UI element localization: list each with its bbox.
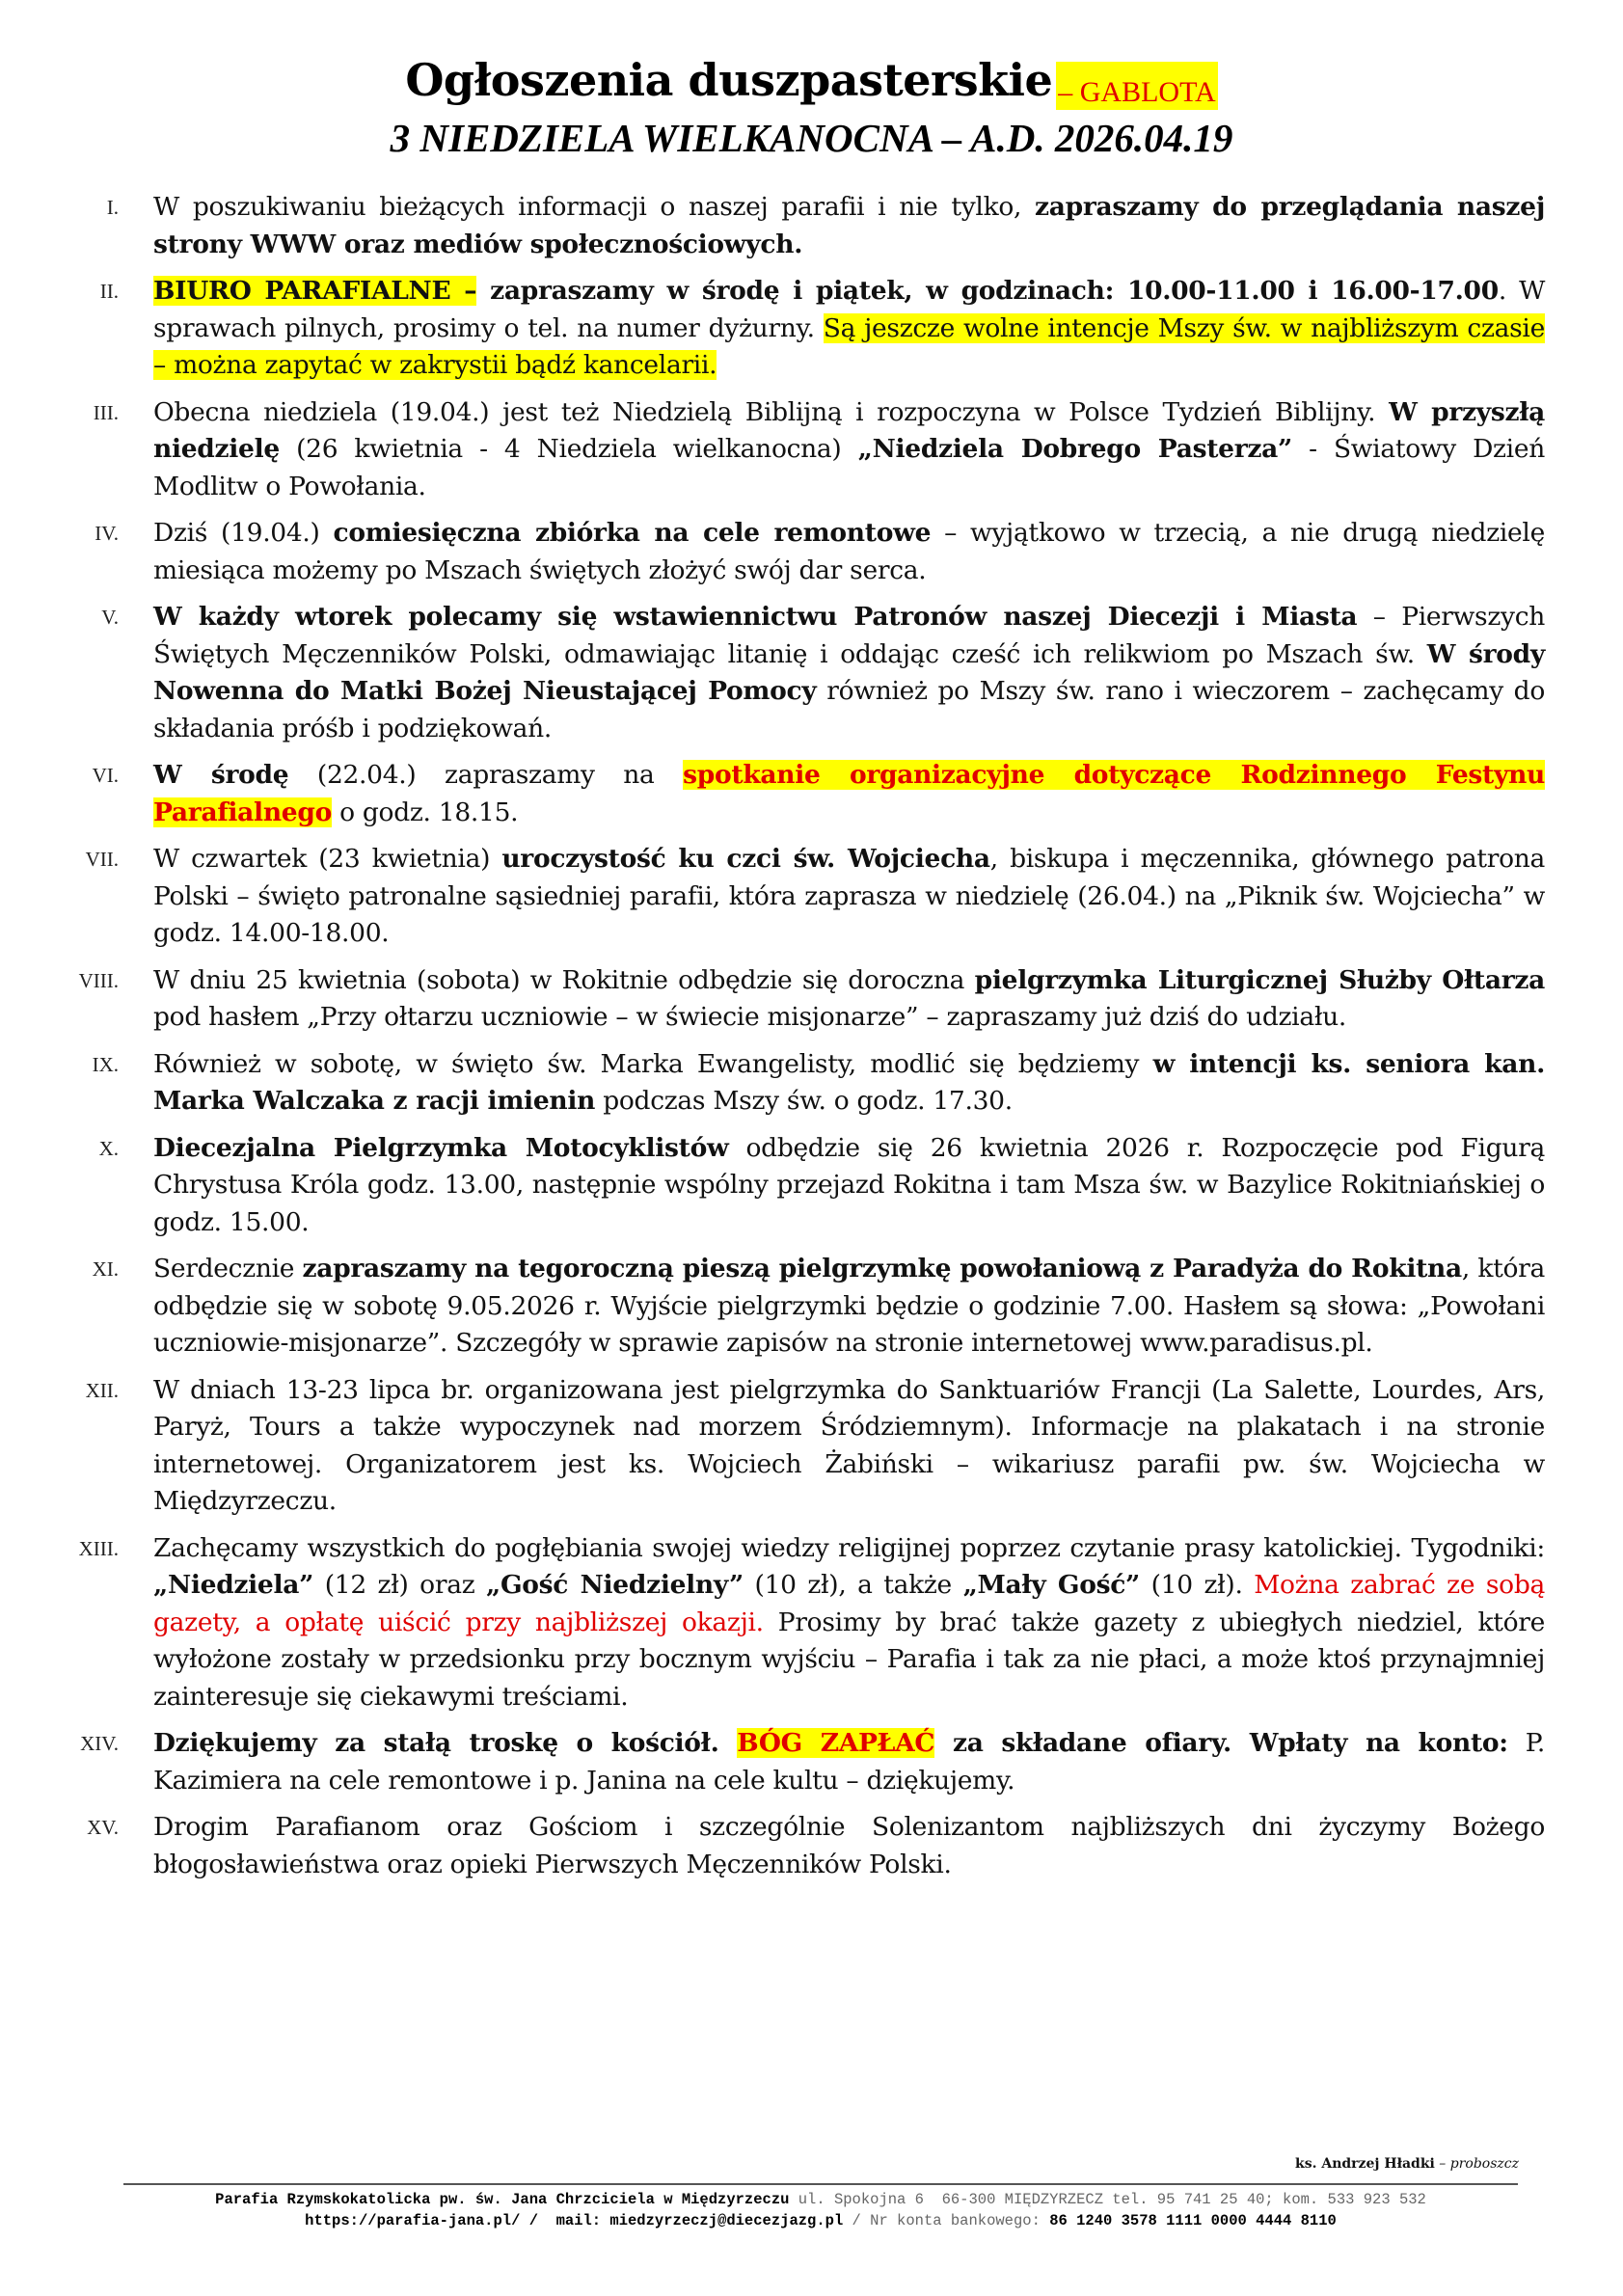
list-item	[0, 189, 1623, 263]
bold-text: comiesięczna zbiórka na cele remontowe	[333, 518, 932, 548]
bold-text: W środę	[153, 760, 289, 790]
item-text	[153, 1130, 1545, 1242]
item-number: VI.	[92, 764, 119, 787]
bold-text: „Niedziela Dobrego Pasterza”	[857, 434, 1292, 464]
text-segment: , która odbędzie się w sobotę 9.05.2026 r. Wyjście pielgrzymki będzie o godzinie 7.00. Hasłem są słowa: „Powołani uczniowie-misjonarze”. Szczegóły w sprawie zapisów na stronie internetowej www.paradisus.pl.	[153, 1254, 1545, 1358]
item-text	[153, 189, 1545, 263]
footer-address: ul. Spokojna 6 66-300 MIĘDZYRZECZ tel. 95 741 25 40; kom. 533 923 532	[789, 2191, 1426, 2208]
bold-text: Dziękujemy za stałą troskę o kościół.	[153, 1728, 738, 1758]
text-segment: pod hasłem „Przy ołtarzu uczniowie – w świecie misjonarze” – zapraszamy już dziś do udziału.	[153, 1002, 1347, 1032]
item-number: X.	[98, 1136, 119, 1160]
item-text	[153, 515, 1545, 589]
text-segment: – wyjątkowo w trzecią, a nie drugą niedzielę miesiąca możemy po Mszach świętych złożyć swój dar serca.	[153, 518, 1545, 585]
text-segment: Zachęcamy wszystkich do pogłębiania swojej wiedzy religijnej poprzez czytanie prasy katolickiej. Tygodniki:	[153, 1532, 1545, 1563]
item-number: XII.	[85, 1378, 119, 1402]
item-number: III.	[93, 400, 119, 424]
item-text	[153, 394, 1545, 506]
bold-text: uroczystość ku czci św. Wojciecha	[501, 844, 990, 874]
highlighted-text: BIURO PARAFIALNE –	[153, 276, 477, 306]
list-item	[0, 1809, 1623, 1883]
text-segment: , biskupa i męczennika, głównego patrona Polski – święto patronalne sąsiedniej parafii, która zaprasza w niedzielę (26.04.) na „Piknik św. Wojciecha” w godz. 14.00-18.00.	[153, 844, 1545, 948]
signature-name: ks. Andrzej Hładki	[1295, 2156, 1435, 2172]
item-text	[153, 841, 1545, 953]
text-segment: (10 zł).	[1139, 1570, 1255, 1600]
footer-website-link[interactable]: https://parafia-jana.pl/ / mail: miedzyrzeczj@diecezjazg.pl	[305, 2212, 844, 2229]
list-item	[0, 841, 1623, 953]
item-text	[153, 757, 1545, 831]
list-item	[0, 962, 1623, 1037]
footer-account-number: 86 1240 3578 1111 0000 4444 8110	[1049, 2212, 1337, 2229]
text-segment: W czwartek (23 kwietnia)	[153, 844, 502, 874]
footer	[123, 2189, 1518, 2231]
item-text	[153, 1530, 1545, 1716]
text-segment: podczas Mszy św. o godz. 17.30.	[595, 1086, 1013, 1116]
bold-text: „Gość Niedzielny”	[486, 1570, 744, 1600]
list-item	[0, 1530, 1623, 1716]
list-item	[0, 1725, 1623, 1799]
text-segment: Obecna niedziela (19.04.) jest też Niedzielą Biblijną i rozpoczyna w Polsce Tydzień Biblijny.	[153, 396, 1390, 427]
highlighted-text: spotkanie organizacyjne dotyczące Rodzinnego Festynu Parafialnego	[153, 760, 1546, 827]
list-item	[0, 1251, 1623, 1363]
text-segment: (12 zł) oraz	[313, 1570, 487, 1600]
bold-text: zapraszamy w środę i piątek, w godzinach: 10.00-11.00 i 16.00-17.00	[476, 276, 1499, 306]
list-item	[0, 273, 1623, 385]
bold-text: pielgrzymka Liturgicznej Służby Ołtarza	[974, 964, 1545, 995]
bold-text: W środy Nowenna do Matki Bożej Nieustającej Pomocy	[153, 638, 1546, 706]
item-number: I.	[106, 196, 119, 219]
text-segment: - Światowy Dzień Modlitw o Powołania.	[153, 434, 1546, 501]
text-segment: (10 zł), a także	[743, 1570, 963, 1600]
list-item	[0, 757, 1623, 831]
page-title: Ogłoszenia duszpasterskie	[405, 54, 1053, 106]
text-segment: Można zabrać ze sobą gazety, a opłatę uiścić przy najbliższej okazji.	[153, 1570, 1545, 1637]
item-text	[153, 1809, 1545, 1883]
text-segment: . W sprawach pilnych, prosimy o tel. na numer dyżurny.	[153, 276, 1546, 343]
list-item	[0, 515, 1623, 589]
signature-role: – proboszcz	[1434, 2156, 1519, 2172]
footer-account-label: / Nr konta bankowego:	[843, 2212, 1050, 2229]
bold-text: „Niedziela”	[153, 1570, 314, 1600]
text-segment: P. Kazimiera na cele remontowe i p. Janina na cele kultu – dziękujemy.	[153, 1728, 1545, 1796]
bold-text: zapraszamy na tegoroczną pieszą pielgrzymkę powołaniową z Paradyża do Rokitna	[302, 1254, 1462, 1283]
highlighted-text: Są jeszcze wolne intencje Mszy św. w najbliższym czasie – można zapytać w zakrystii bądź kancelarii.	[153, 312, 1545, 380]
footer-line-2	[123, 2210, 1518, 2231]
text-segment: Prosimy by brać także gazety z ubiegłych niedziel, które wyłożone zostały w przedsionku przy bocznym wyjściu – Parafia i tak za nie płaci, a może ktoś przynajmniej zainteresuje się ciekawymi treściami.	[153, 1607, 1546, 1712]
item-text	[153, 962, 1545, 1037]
signature	[1295, 2156, 1519, 2172]
bold-text: „Mały Gość”	[962, 1570, 1140, 1600]
list-item	[0, 599, 1623, 747]
list-item	[0, 1130, 1623, 1242]
text-segment: Drogim Parafianom oraz Gościom i szczególnie Solenizantom najbliższych dni życzymy Bożego błogosławieństwa oraz opieki Pierwszych Męczenników Polski.	[153, 1812, 1545, 1879]
item-text	[153, 1046, 1545, 1121]
text-segment: (22.04.) zapraszamy na	[288, 760, 684, 790]
item-number: VII.	[85, 848, 119, 871]
title-tag: – GABLOTA	[1056, 62, 1217, 110]
text-segment: – Pierwszych Świętych Męczenników Polski, odmawiając litanię i oddając cześć ich relikwiom po Mszach św.	[153, 602, 1546, 669]
item-text	[153, 1725, 1545, 1799]
item-number: XIII.	[78, 1536, 119, 1560]
bold-text: W przyszłą niedzielę	[153, 396, 1545, 464]
item-number: II.	[99, 280, 119, 303]
text-segment: Dziś (19.04.)	[153, 518, 334, 548]
text-segment: (26 kwietnia - 4 Niedziela wielkanocna)	[279, 434, 858, 464]
footer-parish: Parafia Rzymskokatolicka pw. św. Jana Chrzciciela w Międzyrzeczu	[215, 2191, 790, 2208]
announcement-list	[0, 189, 1623, 1893]
bold-text: W każdy wtorek polecamy się wstawiennictwu Patronów naszej Diecezji i Miasta	[153, 602, 1358, 632]
item-text	[153, 273, 1545, 385]
bold-text: Diecezjalna Pielgrzymka Motocyklistów	[153, 1132, 729, 1163]
text-segment: W dniach 13-23 lipca br. organizowana jest pielgrzymka do Sanktuariów Francji (La Salette, Lourdes, Ars, Paryż, Tours a także wypoczynek nad morzem Śródziemnym). Informacje na plakatach i na stronie internetowej. Organizatorem jest ks. Wojciech Żabiński – wikariusz parafii pw. św. Wojciecha w Międzyrzeczu.	[153, 1374, 1545, 1516]
item-number: IV.	[95, 522, 119, 545]
item-number: XV.	[87, 1816, 119, 1839]
text-segment: o godz. 18.15.	[331, 797, 519, 827]
item-text	[153, 1372, 1545, 1521]
item-number: IX.	[92, 1052, 119, 1076]
bold-text: w intencji ks. seniora kan. Marka Walczaka z racji imienin	[153, 1048, 1546, 1116]
page-subtitle: 3 NIEDZIELA WIELKANOCNA – A.D. 2026.04.19	[390, 116, 1233, 160]
list-item	[0, 1046, 1623, 1121]
footer-line-1	[123, 2189, 1518, 2210]
text-segment: Serdecznie	[153, 1254, 303, 1283]
item-text	[153, 1251, 1545, 1363]
text-segment: W poszukiwaniu bieżących informacji o naszej parafii i nie tylko,	[153, 192, 1036, 222]
title-line	[0, 50, 1623, 110]
item-number: VIII.	[78, 968, 119, 992]
text-segment: W dniu 25 kwietnia (sobota) w Rokitnie odbędzie się doroczna	[153, 964, 975, 995]
bold-text: zapraszamy do przeglądania naszej strony WWW oraz mediów społecznościowych.	[153, 192, 1545, 259]
item-number: XI.	[92, 1257, 119, 1281]
list-item	[0, 394, 1623, 506]
list-item	[0, 1372, 1623, 1521]
item-number: V.	[101, 606, 119, 629]
text-segment: również po Mszy św. rano i wieczorem – zachęcamy do składania próśb i podziękowań.	[153, 676, 1546, 743]
item-number: XIV.	[80, 1732, 119, 1755]
item-text	[153, 599, 1545, 747]
header	[0, 50, 1623, 162]
footer-divider	[123, 2183, 1518, 2185]
highlighted-text: BÓG ZAPŁAĆ	[737, 1728, 935, 1758]
text-segment: Również w sobotę, w święto św. Marka Ewangelisty, modlić się będziemy	[153, 1048, 1153, 1079]
text-segment: odbędzie się 26 kwietnia 2026 r. Rozpoczęcie pod Figurą Chrystusa Króla godz. 13.00, następnie wspólny przejazd Rokitna i tam Msza św. w Bazylice Rokitniańskiej o godz. 15.00.	[153, 1132, 1545, 1237]
bold-text: za składane ofiary. Wpłaty na konto:	[934, 1728, 1508, 1758]
